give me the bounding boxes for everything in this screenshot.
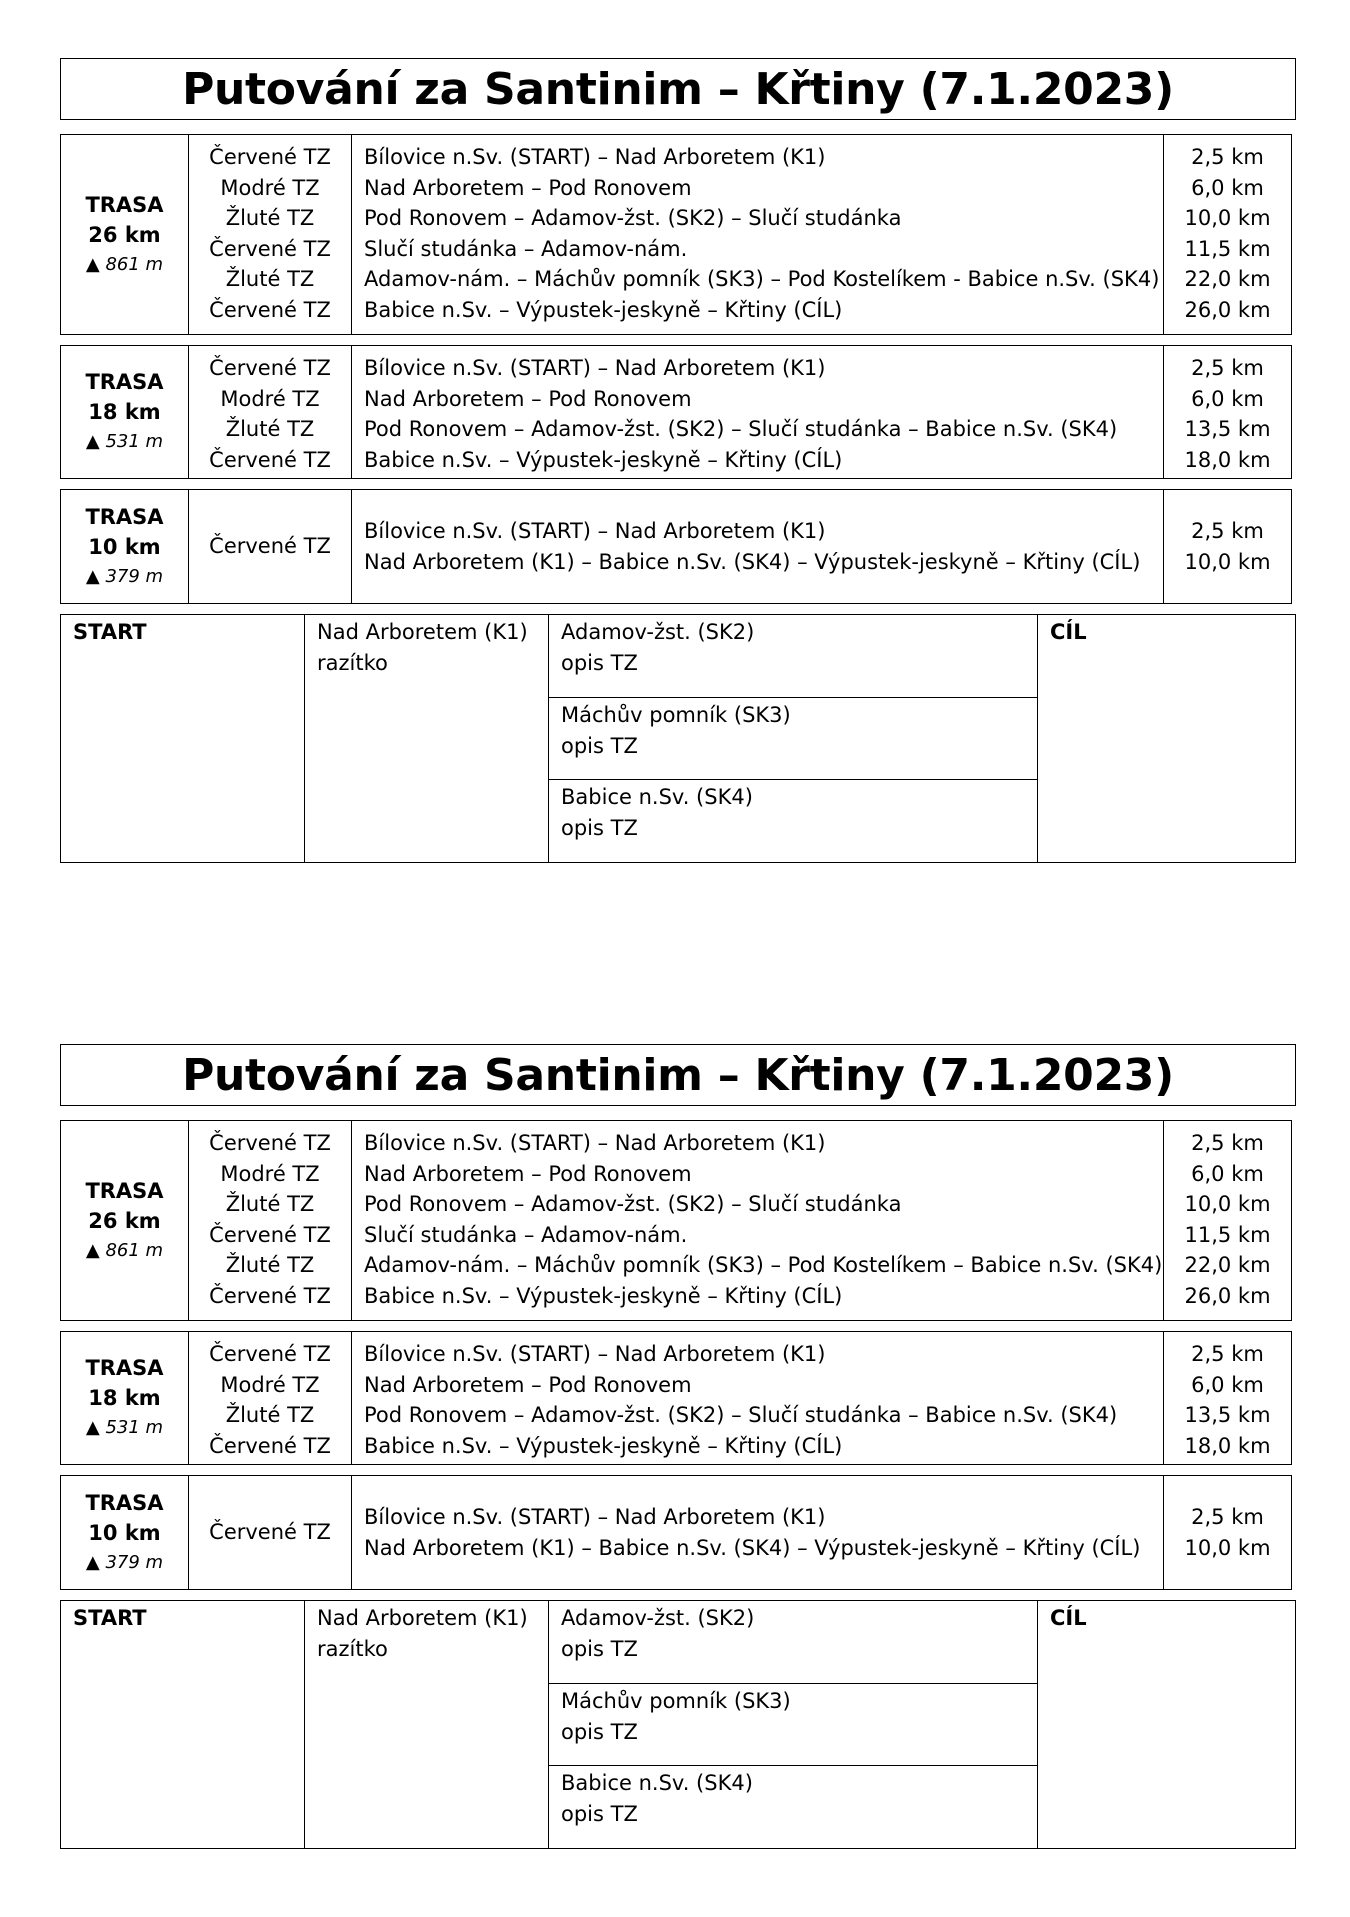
segment-km: 18,0 km xyxy=(1184,447,1271,472)
route-segment: Adamov-nám. – Máchův pomník (SK3) – Pod Kostelíkem - Babice n.Sv. (SK4) xyxy=(364,267,1160,291)
stamp-checkpoints-cell xyxy=(549,615,1038,862)
route-label xyxy=(61,1332,189,1464)
route-segment: Babice n.Sv. – Výpustek-jeskyně – Křtiny (CÍL) xyxy=(364,447,843,472)
trail-marks-column xyxy=(189,1121,352,1320)
route-segment: Pod Ronovem – Adamov-žst. (SK2) – Slučí studánka xyxy=(364,1192,902,1216)
stamp-sk2-cell xyxy=(549,615,1037,698)
segment-km: 22,0 km xyxy=(1184,1253,1271,1277)
trail-mark: Modré TZ xyxy=(220,1161,320,1186)
trail-mark: Červené TZ xyxy=(209,356,331,380)
trail-mark: Žluté TZ xyxy=(225,267,315,291)
trail-mark: Červené TZ xyxy=(209,1520,331,1545)
route-elevation: ▲ 531 m xyxy=(85,1417,164,1438)
route-label xyxy=(61,1121,189,1320)
stamp-k1-cell xyxy=(305,615,549,862)
route-elevation: ▲ 379 m xyxy=(85,565,164,587)
stamp-finish-label: CÍL xyxy=(1050,1606,1087,1630)
stamp-k1-cell xyxy=(305,1601,549,1848)
stamp-sk2-note: opis TZ xyxy=(561,1637,638,1661)
segment-km: 26,0 km xyxy=(1184,1283,1271,1308)
route-distance: 10 km xyxy=(88,1520,161,1545)
route-segment: Nad Arboretem – Pod Ronovem xyxy=(364,386,692,411)
route-label xyxy=(61,346,189,478)
trail-mark: Červené TZ xyxy=(209,1342,331,1366)
trail-mark: Modré TZ xyxy=(220,1372,320,1397)
route-segment: Adamov-nám. – Máchův pomník (SK3) – Pod Kostelíkem – Babice n.Sv. (SK4) xyxy=(364,1253,1163,1277)
km-column xyxy=(1164,346,1291,478)
stamp-sk2-name: Adamov-žst. (SK2) xyxy=(561,620,755,644)
route-segment: Bílovice n.Sv. (START) – Nad Arboretem (K1) xyxy=(364,356,826,380)
trail-marks-column xyxy=(189,135,352,334)
segment-km: 6,0 km xyxy=(1191,386,1264,411)
route-segment: Babice n.Sv. – Výpustek-jeskyně – Křtiny (CÍL) xyxy=(364,1283,843,1308)
stamp-sk4-note: opis TZ xyxy=(561,1802,638,1827)
trail-marks-column xyxy=(189,1476,352,1589)
stamp-sk2-name: Adamov-žst. (SK2) xyxy=(561,1606,755,1630)
stamp-finish-label: CÍL xyxy=(1050,620,1087,644)
route-label xyxy=(61,490,189,603)
stamp-sk4-note: opis TZ xyxy=(561,816,638,841)
route-18km xyxy=(60,345,1292,479)
route-segment: Bílovice n.Sv. (START) – Nad Arboretem (K1) xyxy=(364,1342,826,1366)
segment-km: 11,5 km xyxy=(1184,1222,1271,1247)
segments-column xyxy=(352,346,1164,478)
trail-mark: Červené TZ xyxy=(209,145,331,169)
stamp-k1-note: razítko xyxy=(317,1637,388,1661)
stamp-sk3-note: opis TZ xyxy=(561,1719,638,1744)
trail-mark: Modré TZ xyxy=(220,175,320,200)
segment-km: 6,0 km xyxy=(1191,1161,1264,1186)
km-column xyxy=(1164,490,1291,603)
route-segment: Pod Ronovem – Adamov-žst. (SK2) – Slučí studánka – Babice n.Sv. (SK4) xyxy=(364,417,1118,441)
segment-km: 18,0 km xyxy=(1184,1433,1271,1458)
route-segment: Nad Arboretem – Pod Ronovem xyxy=(364,175,692,200)
segment-km: 10,0 km xyxy=(1184,549,1271,574)
km-column xyxy=(1164,1121,1291,1320)
segment-km: 10,0 km xyxy=(1184,1192,1271,1216)
route-segment: Slučí studánka – Adamov-nám. xyxy=(364,1222,688,1247)
stamp-sk3-cell xyxy=(549,1684,1037,1767)
route-segment: Slučí studánka – Adamov-nám. xyxy=(364,236,688,261)
stamp-sk2-cell xyxy=(549,1601,1037,1684)
route-distance: 26 km xyxy=(88,1208,161,1233)
route-label-text: TRASA xyxy=(85,1178,164,1203)
route-elevation: ▲ 531 m xyxy=(85,431,164,452)
stamp-start-cell xyxy=(61,615,305,862)
segment-km: 2,5 km xyxy=(1191,356,1264,380)
route-segment: Nad Arboretem (K1) – Babice n.Sv. (SK4) – Výpustek-jeskyně – Křtiny (CÍL) xyxy=(364,549,1141,574)
trail-mark: Červené TZ xyxy=(209,236,331,261)
trail-mark: Žluté TZ xyxy=(225,1192,315,1216)
segment-km: 13,5 km xyxy=(1184,417,1271,441)
route-label-text: TRASA xyxy=(85,504,164,529)
trail-mark: Červené TZ xyxy=(209,1222,331,1247)
segment-km: 2,5 km xyxy=(1191,519,1264,543)
stamp-table xyxy=(60,1600,1296,1849)
stamp-sk3-cell xyxy=(549,698,1037,781)
route-label-text: TRASA xyxy=(85,1356,164,1380)
card-title: Putování za Santinim – Křtiny (7.1.2023) xyxy=(182,63,1174,115)
route-segment: Bílovice n.Sv. (START) – Nad Arboretem (K1) xyxy=(364,1505,826,1529)
stamp-checkpoints-cell xyxy=(549,1601,1038,1848)
stamp-k1-name: Nad Arboretem (K1) xyxy=(317,620,528,644)
segment-km: 6,0 km xyxy=(1191,1372,1264,1397)
route-segment: Pod Ronovem – Adamov-žst. (SK2) – Slučí studánka xyxy=(364,206,902,230)
card-title-box xyxy=(60,1044,1296,1106)
route-segment: Bílovice n.Sv. (START) – Nad Arboretem (K1) xyxy=(364,1131,826,1155)
route-label-text: TRASA xyxy=(85,192,164,217)
route-26km xyxy=(60,1120,1292,1321)
trail-mark: Modré TZ xyxy=(220,386,320,411)
route-segment: Babice n.Sv. – Výpustek-jeskyně – Křtiny (CÍL) xyxy=(364,297,843,322)
card-title-box xyxy=(60,58,1296,120)
stamp-sk3-name: Máchův pomník (SK3) xyxy=(561,1688,791,1713)
stamp-table xyxy=(60,614,1296,863)
route-segment: Babice n.Sv. – Výpustek-jeskyně – Křtiny (CÍL) xyxy=(364,1433,843,1458)
stamp-sk2-note: opis TZ xyxy=(561,651,638,675)
segments-column xyxy=(352,135,1164,334)
route-distance: 18 km xyxy=(88,400,161,424)
stamp-finish-cell xyxy=(1038,615,1295,862)
km-column xyxy=(1164,135,1291,334)
route-segment: Pod Ronovem – Adamov-žst. (SK2) – Slučí studánka – Babice n.Sv. (SK4) xyxy=(364,1403,1118,1427)
stamp-start-label: START xyxy=(73,1606,147,1630)
segment-km: 22,0 km xyxy=(1184,267,1271,291)
route-segment: Nad Arboretem – Pod Ronovem xyxy=(364,1372,692,1397)
route-elevation: ▲ 861 m xyxy=(85,253,164,275)
trail-mark: Červené TZ xyxy=(209,1433,331,1458)
trail-mark: Červené TZ xyxy=(209,297,331,322)
segment-km: 6,0 km xyxy=(1191,175,1264,200)
stamp-k1-name: Nad Arboretem (K1) xyxy=(317,1606,528,1630)
segments-column xyxy=(352,1332,1164,1464)
stamp-sk4-name: Babice n.Sv. (SK4) xyxy=(561,785,753,810)
stamp-start-cell xyxy=(61,1601,305,1848)
segment-km: 2,5 km xyxy=(1191,145,1264,169)
segments-column xyxy=(352,1476,1164,1589)
trail-mark: Žluté TZ xyxy=(225,206,315,230)
stamp-sk4-cell xyxy=(549,780,1037,862)
stamp-k1-note: razítko xyxy=(317,651,388,675)
route-distance: 26 km xyxy=(88,222,161,247)
route-elevation: ▲ 861 m xyxy=(85,1239,164,1261)
route-10km xyxy=(60,489,1292,604)
route-distance: 18 km xyxy=(88,1386,161,1410)
route-18km xyxy=(60,1331,1292,1465)
card-title: Putování za Santinim – Křtiny (7.1.2023) xyxy=(182,1049,1174,1101)
km-column xyxy=(1164,1476,1291,1589)
route-segment: Bílovice n.Sv. (START) – Nad Arboretem (K1) xyxy=(364,519,826,543)
segments-column xyxy=(352,1121,1164,1320)
trail-mark: Žluté TZ xyxy=(225,1403,315,1427)
route-26km xyxy=(60,134,1292,335)
trail-mark: Červené TZ xyxy=(209,1283,331,1308)
route-segment: Nad Arboretem – Pod Ronovem xyxy=(364,1161,692,1186)
segments-column xyxy=(352,490,1164,603)
route-label xyxy=(61,135,189,334)
trail-mark: Žluté TZ xyxy=(225,417,315,441)
stamp-start-label: START xyxy=(73,620,147,644)
segment-km: 13,5 km xyxy=(1184,1403,1271,1427)
trail-mark: Červené TZ xyxy=(209,534,331,559)
route-segment: Nad Arboretem (K1) – Babice n.Sv. (SK4) – Výpustek-jeskyně – Křtiny (CÍL) xyxy=(364,1535,1141,1560)
segment-km: 2,5 km xyxy=(1191,1131,1264,1155)
route-distance: 10 km xyxy=(88,534,161,559)
route-label-text: TRASA xyxy=(85,370,164,394)
trail-mark: Červené TZ xyxy=(209,447,331,472)
segment-km: 10,0 km xyxy=(1184,1535,1271,1560)
route-segment: Bílovice n.Sv. (START) – Nad Arboretem (K1) xyxy=(364,145,826,169)
trail-marks-column xyxy=(189,490,352,603)
route-10km xyxy=(60,1475,1292,1590)
trail-marks-column xyxy=(189,346,352,478)
km-column xyxy=(1164,1332,1291,1464)
trail-mark: Červené TZ xyxy=(209,1131,331,1155)
route-elevation: ▲ 379 m xyxy=(85,1551,164,1573)
segment-km: 10,0 km xyxy=(1184,206,1271,230)
trail-marks-column xyxy=(189,1332,352,1464)
segment-km: 26,0 km xyxy=(1184,297,1271,322)
segment-km: 2,5 km xyxy=(1191,1505,1264,1529)
segment-km: 11,5 km xyxy=(1184,236,1271,261)
stamp-finish-cell xyxy=(1038,1601,1295,1848)
stamp-sk4-cell xyxy=(549,1766,1037,1848)
stamp-sk4-name: Babice n.Sv. (SK4) xyxy=(561,1771,753,1796)
stamp-sk3-note: opis TZ xyxy=(561,733,638,758)
stamp-sk3-name: Máchův pomník (SK3) xyxy=(561,702,791,727)
trail-mark: Žluté TZ xyxy=(225,1253,315,1277)
route-label xyxy=(61,1476,189,1589)
segment-km: 2,5 km xyxy=(1191,1342,1264,1366)
route-label-text: TRASA xyxy=(85,1490,164,1515)
